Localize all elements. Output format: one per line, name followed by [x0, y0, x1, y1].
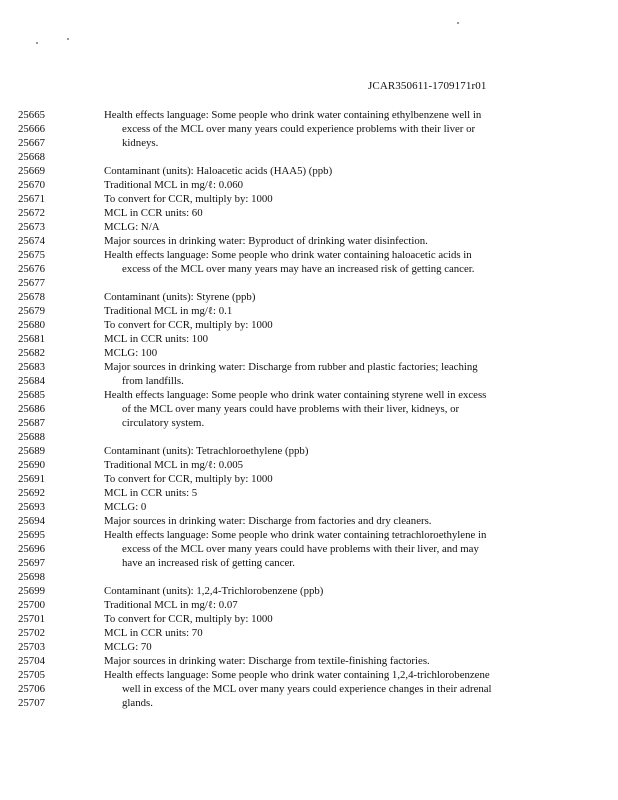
line-text: Traditional MCL in mg/ℓ: 0.005	[104, 459, 244, 471]
document-line	[0, 304, 618, 318]
document-line	[0, 430, 618, 444]
document-line	[0, 514, 618, 528]
line-number: 25707	[18, 697, 45, 709]
line-text: To convert for CCR, multiply by: 1000	[104, 473, 273, 485]
line-number: 25675	[18, 249, 45, 261]
document-line	[0, 584, 618, 598]
document-line	[0, 262, 618, 276]
line-text: Contaminant (units): 1,2,4-Trichlorobenzene (ppb)	[104, 585, 324, 597]
line-text: Health effects language: Some people who drink water containing styrene well in excess	[104, 389, 487, 401]
line-number: 25705	[18, 669, 45, 681]
line-text: from landfills.	[122, 375, 184, 387]
line-number: 25685	[18, 389, 45, 401]
line-text: Major sources in drinking water: Discharge from rubber and plastic factories; leaching	[104, 361, 478, 373]
line-text: Traditional MCL in mg/ℓ: 0.07	[104, 599, 238, 611]
line-number: 25700	[18, 599, 45, 611]
line-number: 25673	[18, 221, 45, 233]
document-line	[0, 136, 618, 150]
line-number: 25694	[18, 515, 45, 527]
line-number: 25681	[18, 333, 45, 345]
document-line	[0, 220, 618, 234]
line-text: Contaminant (units): Tetrachloroethylene (ppb)	[104, 445, 309, 457]
line-text: To convert for CCR, multiply by: 1000	[104, 193, 273, 205]
line-number: 25704	[18, 655, 45, 667]
line-number: 25677	[18, 277, 45, 289]
document-line	[0, 234, 618, 248]
document-line	[0, 626, 618, 640]
line-text: MCLG: 0	[104, 501, 147, 513]
line-number: 25668	[18, 151, 45, 163]
line-number: 25702	[18, 627, 45, 639]
line-text: Traditional MCL in mg/ℓ: 0.1	[104, 305, 233, 317]
document-line	[0, 164, 618, 178]
line-text: MCL in CCR units: 100	[104, 333, 208, 345]
line-number: 25691	[18, 473, 45, 485]
line-number: 25676	[18, 263, 45, 275]
line-number: 25706	[18, 683, 45, 695]
line-text: excess of the MCL over many years could have problems with their liver, and may	[122, 543, 479, 555]
document-line	[0, 402, 618, 416]
document-line	[0, 486, 618, 500]
document-line	[0, 668, 618, 682]
document-line	[0, 640, 618, 654]
line-number: 25680	[18, 319, 45, 331]
line-number: 25686	[18, 403, 45, 415]
line-text: circulatory system.	[122, 417, 205, 429]
line-number: 25699	[18, 585, 45, 597]
line-text: MCLG: 70	[104, 641, 152, 653]
document-line	[0, 206, 618, 220]
document-line	[0, 556, 618, 570]
line-number: 25674	[18, 235, 45, 247]
line-number: 25695	[18, 529, 45, 541]
document-line	[0, 612, 618, 626]
line-number: 25682	[18, 347, 45, 359]
line-number: 25666	[18, 123, 45, 135]
line-text: Health effects language: Some people who drink water containing haloacetic acids in	[104, 249, 472, 261]
line-number: 25689	[18, 445, 45, 457]
document-line	[0, 472, 618, 486]
line-text: excess of the MCL over many years could experience problems with their liver or	[122, 123, 476, 135]
document-line	[0, 360, 618, 374]
line-number: 25678	[18, 291, 45, 303]
line-text: excess of the MCL over many years may have an increased risk of getting cancer.	[122, 263, 475, 275]
line-text: Contaminant (units): Styrene (ppb)	[104, 291, 256, 303]
line-number: 25665	[18, 109, 45, 121]
line-text: To convert for CCR, multiply by: 1000	[104, 613, 273, 625]
line-text: Major sources in drinking water: Byproduct of drinking water disinfection.	[104, 235, 428, 247]
line-text: Contaminant (units): Haloacetic acids (HAA5) (ppb)	[104, 165, 333, 177]
document-line	[0, 528, 618, 542]
line-number: 25667	[18, 137, 45, 149]
line-text: have an increased risk of getting cancer.	[122, 557, 295, 569]
line-text: Health effects language: Some people who drink water containing ethylbenzene well in	[104, 109, 482, 121]
document-id: JCAR350611-1709171r01	[368, 80, 487, 92]
document-line	[0, 374, 618, 388]
line-number: 25679	[18, 305, 45, 317]
document-line	[0, 150, 618, 164]
line-number: 25672	[18, 207, 45, 219]
document-line	[0, 318, 618, 332]
document-body	[0, 108, 618, 710]
document-line	[0, 192, 618, 206]
document-line	[0, 108, 618, 122]
document-line	[0, 332, 618, 346]
line-number: 25684	[18, 375, 45, 387]
document-line	[0, 682, 618, 696]
document-line	[0, 290, 618, 304]
line-number: 25688	[18, 431, 45, 443]
document-line	[0, 654, 618, 668]
document-line	[0, 346, 618, 360]
line-number: 25687	[18, 417, 45, 429]
document-line	[0, 458, 618, 472]
line-text: Health effects language: Some people who drink water containing tetrachloroethylene in	[104, 529, 487, 541]
document-line	[0, 500, 618, 514]
line-text: To convert for CCR, multiply by: 1000	[104, 319, 273, 331]
line-text: well in excess of the MCL over many years could experience changes in their adrenal	[122, 683, 492, 695]
line-text: Major sources in drinking water: Discharge from factories and dry cleaners.	[104, 515, 432, 527]
line-text: glands.	[122, 697, 153, 709]
line-text: MCLG: N/A	[104, 221, 160, 233]
line-text: MCL in CCR units: 60	[104, 207, 203, 219]
line-number: 25692	[18, 487, 45, 499]
line-text: MCLG: 100	[104, 347, 158, 359]
document-line	[0, 178, 618, 192]
document-line	[0, 248, 618, 262]
line-number: 25690	[18, 459, 45, 471]
line-text: of the MCL over many years could have problems with their liver, kidneys, or	[122, 403, 460, 415]
line-number: 25693	[18, 501, 45, 513]
document-line	[0, 570, 618, 584]
line-text: MCL in CCR units: 70	[104, 627, 203, 639]
line-number: 25701	[18, 613, 45, 625]
document-line	[0, 444, 618, 458]
line-text: MCL in CCR units: 5	[104, 487, 198, 499]
line-text: Traditional MCL in mg/ℓ: 0.060	[104, 179, 244, 191]
line-number: 25670	[18, 179, 45, 191]
document-line	[0, 388, 618, 402]
line-number: 25683	[18, 361, 45, 373]
document-line	[0, 542, 618, 556]
line-text: Major sources in drinking water: Discharge from textile-finishing factories.	[104, 655, 430, 667]
line-number: 25698	[18, 571, 45, 583]
line-number: 25669	[18, 165, 45, 177]
document-line	[0, 696, 618, 710]
line-number: 25703	[18, 641, 45, 653]
line-number: 25697	[18, 557, 45, 569]
document-line	[0, 416, 618, 430]
document-line	[0, 598, 618, 612]
line-number: 25671	[18, 193, 45, 205]
document-line	[0, 122, 618, 136]
line-text: kidneys.	[122, 137, 159, 149]
document-line	[0, 276, 618, 290]
line-text: Health effects language: Some people who drink water containing 1,2,4-trichlorobenzene	[104, 669, 490, 681]
scan-speck	[457, 22, 459, 24]
scan-speck	[36, 42, 38, 44]
scan-speck	[67, 38, 69, 40]
line-number: 25696	[18, 543, 45, 555]
